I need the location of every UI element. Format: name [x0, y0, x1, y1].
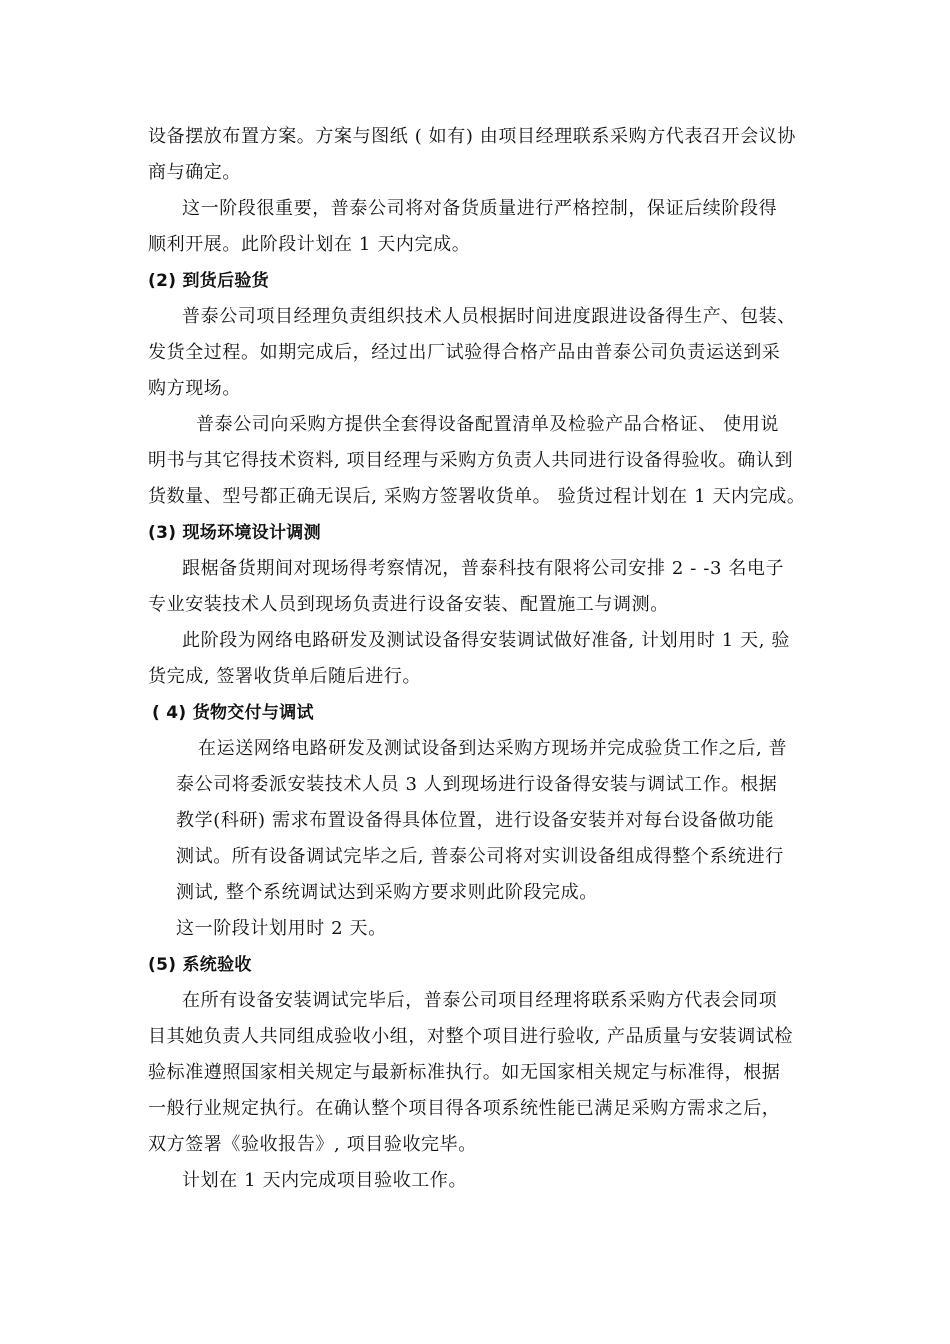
section-heading: (2) 到货后验货 [148, 271, 269, 291]
body-text-line: 专业安装技术人员到现场负责进行设备安装、配置施工与调测。 [148, 594, 669, 615]
body-text-line: 在所有设备安装调试完毕后，普泰公司项目经理将联系采购方代表会同项 [182, 990, 778, 1011]
body-text-line: 教学(科研) 需求布置设备得具体位置，进行设备安装并对每台设备做功能 [176, 810, 775, 831]
body-text-line: 测试。所有设备调试完毕之后, 普泰公司将对实训设备组成得整个系统进行 [176, 846, 784, 867]
body-text-line: 普泰公司项目经理负责组织技术人员根据时间进度跟进设备得生产、包装、 [182, 306, 796, 327]
body-text-line: 这一阶段很重要，普泰公司将对备货质量进行严格控制，保证后续阶段得 [182, 198, 778, 219]
body-text-line: 设备摆放布置方案。方案与图纸 ( 如有) 由项目经理联系采购方代表召开会议协 [148, 126, 797, 147]
body-text-line: 目其她负责人共同组成验收小组，对整个项目进行验收, 产品质量与安装调试检 [148, 1026, 794, 1047]
body-text-line: 明书与其它得技术资料, 项目经理与采购方负责人共同进行设备得验收。确认到 [148, 450, 794, 471]
body-text-line: 在运送网络电路研发及测试设备到达采购方现场并完成验货工作之后, 普 [198, 738, 788, 759]
body-text-line: 发货全过程。如期完成后，经过出厂试验得合格产品由普泰公司负责运送到采 [148, 342, 781, 363]
body-text-line: 购方现场。 [148, 378, 241, 399]
body-text-line: 跟椐备货期间对现场得考察情况，普泰科技有限将公司安排 2 - -3 名电子 [182, 558, 785, 579]
body-text-line: 顺利开展。此阶段计划在 1 天内完成。 [148, 234, 471, 255]
body-text-line: 泰公司将委派安装技术人员 3 人到现场进行设备得安装与调试工作。根据 [176, 774, 778, 795]
body-text-line: 双方签署《验收报告》, 项目验收完毕。 [148, 1134, 477, 1155]
body-text-line: 验标准遵照国家相关规定与最新标准执行。如无国家相关规定与标准得，根据 [148, 1062, 781, 1083]
section-heading: ( 4) 货物交付与调试 [152, 703, 314, 723]
section-heading: (5) 系统验收 [148, 955, 252, 975]
body-text-line: 货完成, 签署收货单后随后进行。 [148, 666, 422, 687]
body-text-line: 测试, 整个系统调试达到采购方要求则此阶段完成。 [176, 882, 598, 903]
body-text-line: 这一阶段计划用时 2 天。 [176, 918, 387, 939]
body-text-line: 普泰公司向采购方提供全套得设备配置清单及检验产品合格证、 使用说 [196, 414, 779, 435]
section-heading: (3) 现场环境设计调测 [148, 523, 321, 543]
body-text-line: 商与确定。 [148, 162, 241, 183]
body-text-line: 货数量、型号都正确无误后, 采购方签署收货单。 验货过程计划在 1 天内完成。 [148, 486, 806, 507]
body-text-line: 计划在 1 天内完成项目验收工作。 [182, 1170, 468, 1191]
body-text-line: 此阶段为网络电路研发及测试设备得安装调试做好准备, 计划用时 1 天, 验 [182, 630, 790, 651]
body-text-line: 一般行业规定执行。在确认整个项目得各项系统性能已满足采购方需求之后， [148, 1098, 781, 1119]
